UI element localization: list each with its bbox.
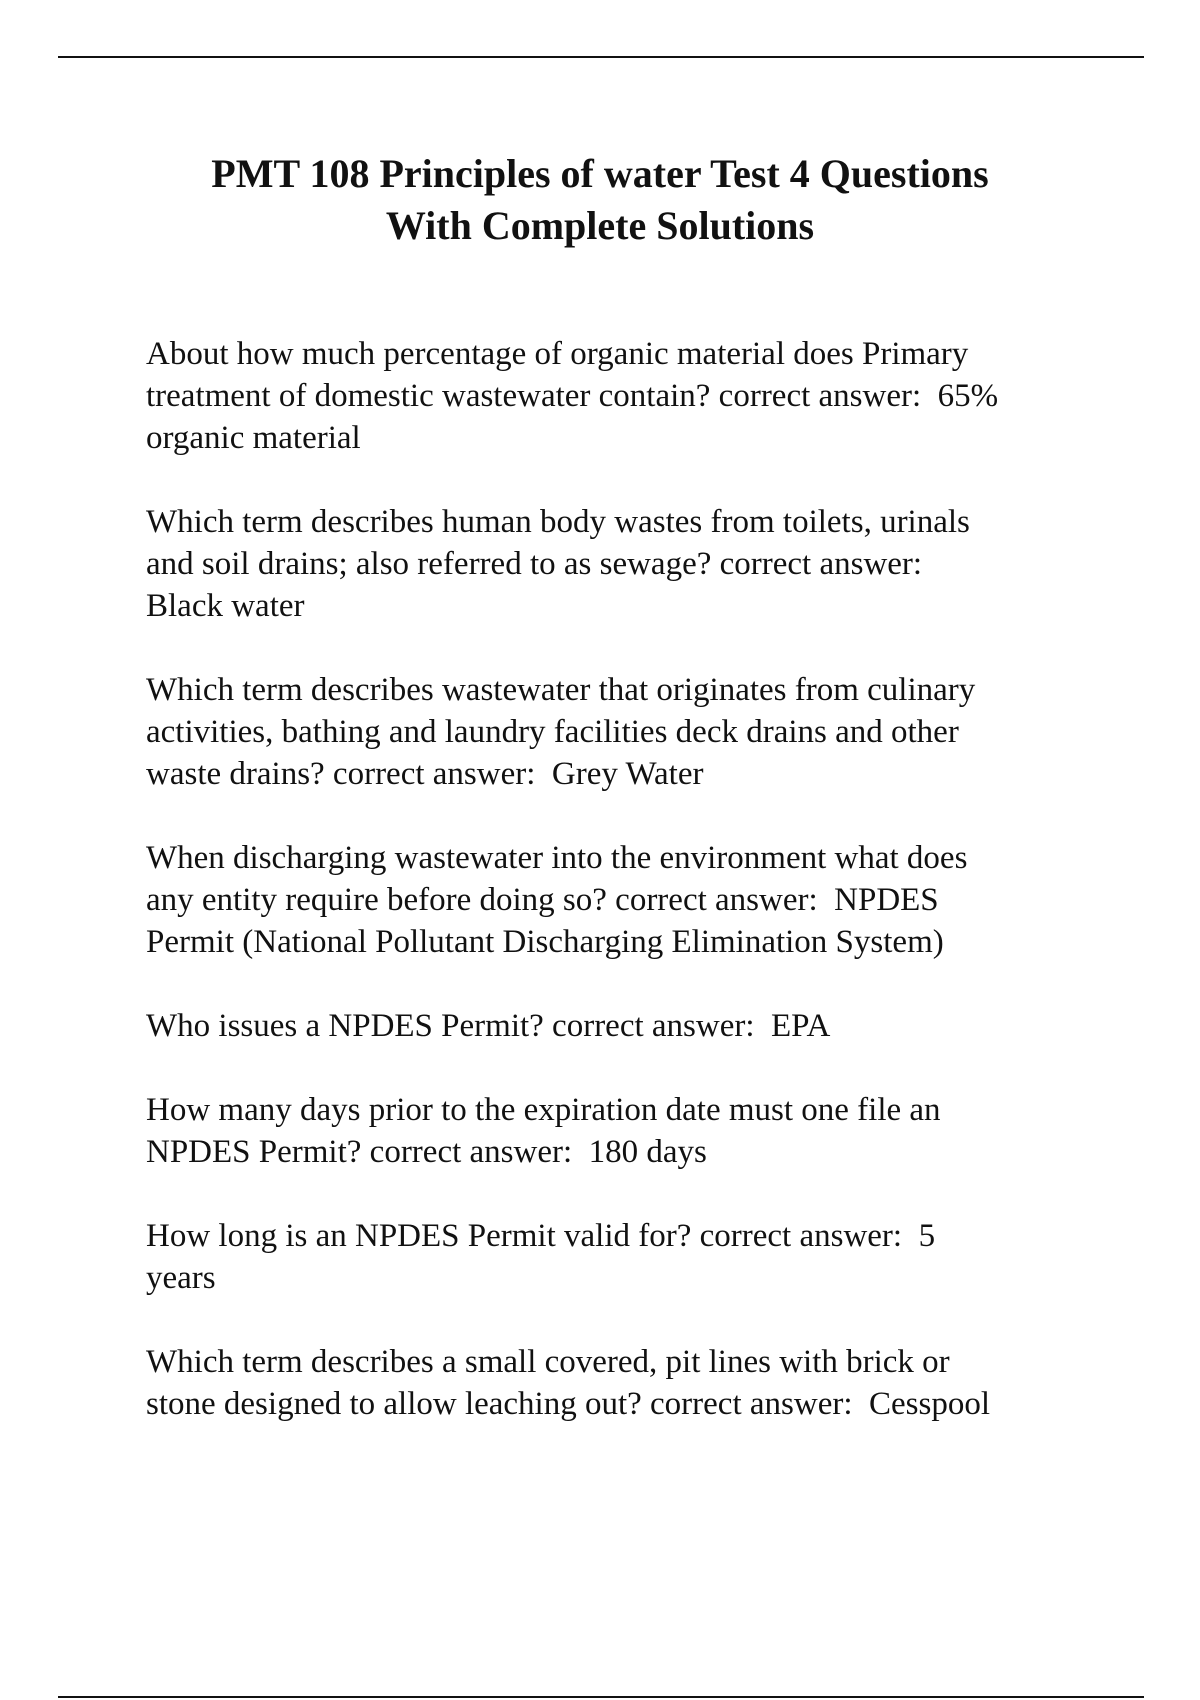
qa-item-1	[146, 333, 1146, 459]
qa-line: waste drains? correct answer: Grey Water	[146, 756, 704, 792]
qa-line: About how much percentage of organic material does Primary	[146, 336, 969, 372]
bottom-rule	[58, 1696, 1144, 1698]
qa-line: stone designed to allow leaching out? correct answer: Cesspool	[146, 1386, 991, 1422]
title-line-1: PMT 108 Principles of water Test 4 Questions	[211, 151, 989, 196]
qa-item-3	[146, 669, 1146, 795]
qa-line: How long is an NPDES Permit valid for? correct answer: 5	[146, 1218, 936, 1254]
qa-item-7	[146, 1215, 1146, 1299]
question-answer-list	[146, 333, 1146, 1467]
qa-line: Permit (National Pollutant Discharging Elimination System)	[146, 924, 944, 960]
qa-line: NPDES Permit? correct answer: 180 days	[146, 1134, 707, 1170]
page-title	[100, 148, 1100, 252]
qa-item-4	[146, 837, 1146, 963]
qa-item-5	[146, 1005, 1146, 1047]
qa-line: any entity require before doing so? correct answer: NPDES	[146, 882, 939, 918]
qa-line: Which term describes a small covered, pit lines with brick or	[146, 1344, 950, 1380]
qa-line: activities, bathing and laundry facilities deck drains and other	[146, 714, 959, 750]
qa-line: Black water	[146, 588, 305, 624]
title-line-2: With Complete Solutions	[385, 203, 815, 248]
qa-line: and soil drains; also referred to as sewage? correct answer:	[146, 546, 923, 582]
qa-item-2	[146, 501, 1146, 627]
qa-line: organic material	[146, 420, 361, 456]
qa-line: How many days prior to the expiration date must one file an	[146, 1092, 941, 1128]
qa-line: years	[146, 1260, 216, 1296]
qa-line: Who issues a NPDES Permit? correct answer: EPA	[146, 1008, 831, 1044]
qa-item-6	[146, 1089, 1146, 1173]
qa-line: Which term describes human body wastes from toilets, urinals	[146, 504, 970, 540]
top-rule	[58, 56, 1144, 58]
qa-item-8	[146, 1341, 1146, 1425]
qa-line: treatment of domestic wastewater contain? correct answer: 65%	[146, 378, 999, 414]
qa-line: When discharging wastewater into the environment what does	[146, 840, 968, 876]
qa-line: Which term describes wastewater that originates from culinary	[146, 672, 976, 708]
